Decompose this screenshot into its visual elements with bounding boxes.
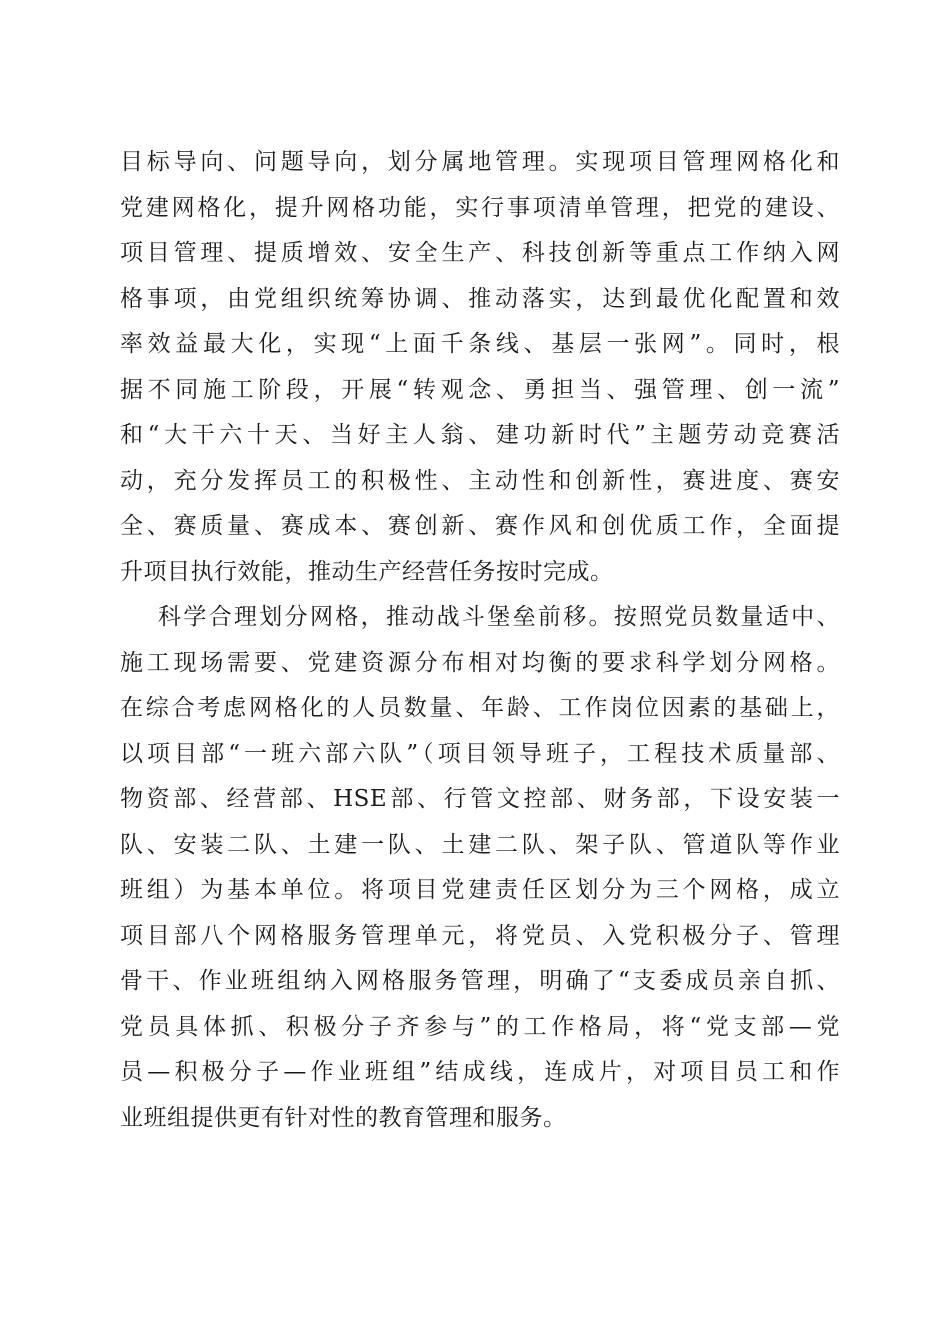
- text-line: 物资部、经营部、HSE部、行管文控部、财务部，下设安装一: [120, 786, 840, 812]
- text-line: 据不同施工阶段，开展“转观念、勇担当、强管理、创一流”: [120, 376, 840, 403]
- text-line: 班组）为基本单位。将项目党建责任区划分为三个网格，成立: [120, 877, 840, 903]
- text-line: 全、赛质量、赛成本、赛创新、赛作风和创优质工作，全面提: [120, 513, 840, 539]
- text-line: 和“大干六十天、当好主人翁、建功新时代”主题劳动竞赛活: [120, 422, 840, 448]
- text-line: 在综合考虑网格化的人员数量、年龄、工作岗位因素的基础上，: [120, 695, 840, 721]
- text-line: 升项目执行效能，推动生产经营任务按时完成。: [120, 558, 614, 585]
- paragraph-2: [120, 595, 840, 1141]
- text-line: 业班组提供更有针对性的教育管理和服务。: [120, 1104, 567, 1131]
- text-line: 员—积极分子—作业班组”结成线，连成片，对项目员工和作: [120, 1059, 840, 1085]
- text-line: 以项目部“一班六部六队”（项目领导班子，工程技术质量部、: [120, 740, 840, 767]
- text-line: 率效益最大化，实现“上面千条线、基层一张网”。同时，根: [120, 331, 840, 357]
- body-text: [120, 140, 840, 1141]
- text-line: 施工现场需要、党建资源分布相对均衡的要求科学划分网格。: [120, 649, 840, 676]
- text-line: 格事项，由党组织统筹协调、推动落实，达到最优化配置和效: [120, 285, 840, 312]
- text-line: 骨干、作业班组纳入网格服务管理，明确了“支委成员亲自抓、: [120, 968, 840, 994]
- text-line: 项目管理、提质增效、安全生产、科技创新等重点工作纳入网: [120, 240, 840, 266]
- text-line: 科学合理划分网格，推动战斗堡垒前移。按照党员数量适中、: [158, 604, 840, 630]
- text-line: 目标导向、问题导向，划分属地管理。实现项目管理网格化和: [120, 149, 840, 175]
- text-line: 项目部八个网格服务管理单元，将党员、入党积极分子、管理: [120, 922, 840, 949]
- text-line: 党建网格化，提升网格功能，实行事项清单管理，把党的建设、: [120, 194, 840, 221]
- paragraph-1: [120, 140, 840, 595]
- text-line: 党员具体抓、积极分子齐参与”的工作格局，将“党支部—党: [120, 1013, 840, 1040]
- text-line: 动，充分发挥员工的积极性、主动性和创新性，赛进度、赛安: [120, 467, 840, 494]
- text-line: 队、安装二队、土建一队、土建二队、架子队、管道队等作业: [120, 831, 840, 858]
